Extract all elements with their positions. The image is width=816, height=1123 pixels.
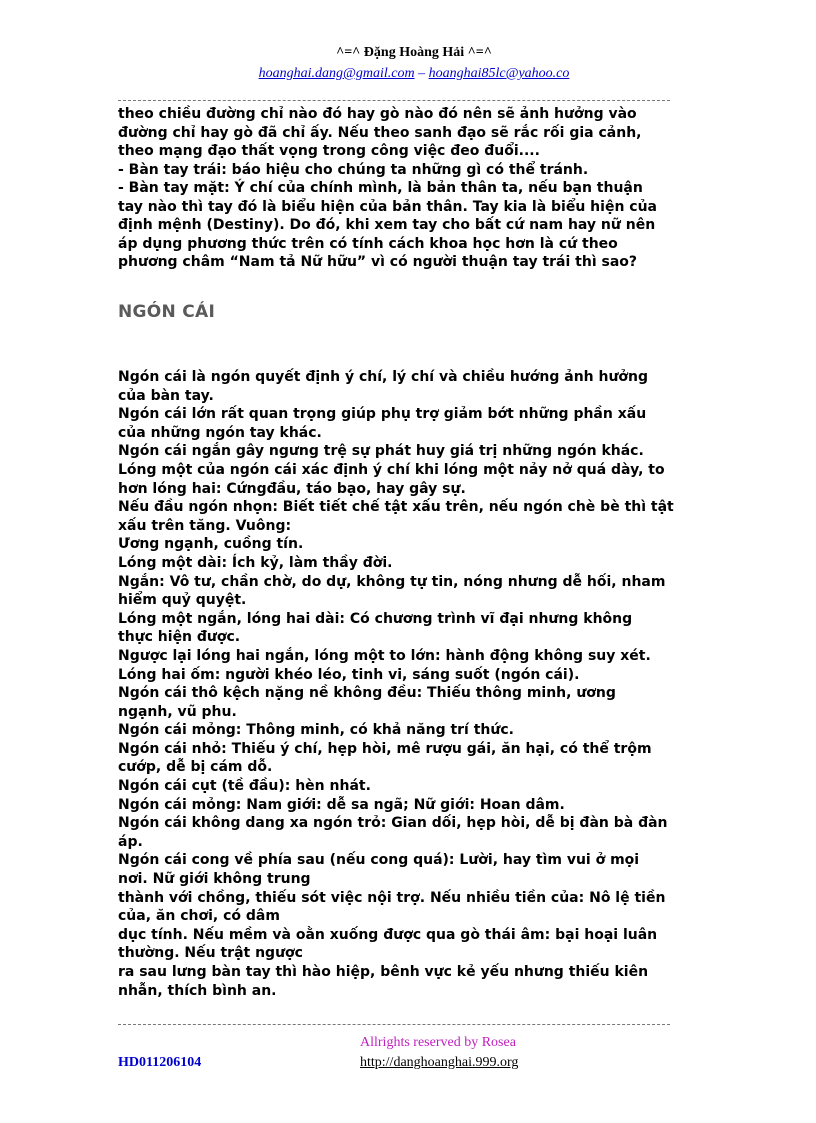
body-line: Ngón cái mỏng: Thông minh, có khả năng trí thức. (118, 722, 514, 739)
intro-line: theo chiều đường chỉ nào đó hay gò nào đó nên sẽ ảnh hưởng vào (118, 106, 637, 122)
body-line: Ngón cái nhỏ: Thiếu ý chí, hẹp hòi, mê rượu gái, ăn hại, có thể trộm (118, 740, 652, 757)
intro-line: định mệnh (Destiny). Do đó, khi xem tay cho bất cứ nam hay nữ nên (118, 217, 656, 233)
body-line: Ương ngạnh, cuồng tín. (118, 536, 304, 553)
section-heading: NGÓN CÁI (118, 302, 216, 322)
intro-text (118, 105, 698, 272)
body-line: áp. (118, 833, 143, 850)
header-divider (118, 100, 670, 101)
intro-line: - Bàn tay mặt: Ý chí của chính mình, là bản thân ta, nếu bạn thuận (118, 180, 643, 196)
body-line: Ngược lại lóng hai ngắn, lóng một to lớn: hành động không suy xét. (118, 647, 651, 664)
body-line: xấu trên tăng. Vuông: (118, 517, 292, 534)
body-line: thường. Nếu trật ngược (118, 945, 303, 962)
email-link-gmail[interactable]: hoanghai.dang@gmail.com (258, 66, 415, 81)
document-code: HD011206104 (118, 1055, 202, 1070)
body-line: thực hiện được. (118, 629, 241, 646)
body-line: Ngón cái là ngón quyết định ý chí, lý chí và chiều hướng ảnh hưởng (118, 369, 649, 385)
body-line: Ngón cái lớn rất quan trọng giúp phụ trợ giảm bớt những phần xấu (118, 406, 647, 423)
intro-line: phương châm “Nam tả Nữ hữu” vì có người thuận tay trái thì sao? (118, 254, 638, 270)
body-line: Ngón cái ngắn gây ngưng trệ sự phát huy giá trị những ngón khác. (118, 443, 644, 460)
page-header (0, 44, 816, 84)
body-line: của bàn tay. (118, 387, 214, 404)
body-line: hiểm quỷ quyệt. (118, 592, 247, 609)
body-line: Ngón cái cong về phía sau (nếu cong quá): Lười, hay tìm vui ở mọi (118, 852, 640, 869)
body-line: Lóng một ngắn, lóng hai dài: Có chương trình vĩ đại nhưng không (118, 610, 633, 627)
body-line: nhẫn, thích bình an. (118, 982, 277, 999)
body-line: Lóng một dài: Ích kỷ, làm thầy đời. (118, 554, 393, 571)
body-line: ngạnh, vũ phu. (118, 703, 237, 720)
body-line: thành với chồng, thiếu sót việc nội trợ. Nếu nhiều tiền của: Nô lệ tiền (118, 889, 666, 906)
intro-line: theo mạng đạo thất vọng trong công việc đeo đuổi.... (118, 143, 540, 159)
intro-line: đường chỉ hay gò đã chỉ ấy. Nếu theo sanh đạo sẽ rắc rối gia cảnh, (118, 124, 642, 141)
body-line: Ngắn: Vô tư, chần chờ, do dự, không tự tin, nóng nhưng dễ hối, nham (118, 573, 666, 590)
body-line: Nếu đầu ngón nhọn: Biết tiết chế tật xấu trên, nếu ngón chè bè thì tật (118, 499, 674, 516)
body-line: của, ăn chơi, có dâm (118, 908, 280, 925)
footer-divider (118, 1024, 670, 1025)
author-emails (12, 64, 816, 84)
body-line: Ngón cái cụt (tề đầu): hèn nhát. (118, 778, 371, 795)
section-body (118, 368, 703, 1000)
author-title: ^=^ Đặng Hoàng Hải ^=^ (336, 45, 492, 60)
body-line: Ngón cái mỏng: Nam giới: dễ sa ngã; Nữ giới: Hoan dâm. (118, 796, 565, 813)
body-line: cướp, dễ bị cám dỗ. (118, 759, 273, 776)
body-line: nơi. Nữ giới không trung (118, 871, 311, 888)
email-link-yahoo[interactable]: hoanghai85lc@yahoo.co (428, 66, 570, 81)
body-line: Ngón cái không dang xa ngón trỏ: Gian dối, hẹp hòi, dễ bị đàn bà đàn (118, 815, 668, 832)
intro-line: tay nào thì tay đó là biểu hiện của bản thân. Tay kia là biểu hiện của (118, 198, 657, 215)
body-line: ra sau lưng bàn tay thì hào hiệp, bênh vực kẻ yếu nhưng thiếu kiên (118, 964, 649, 980)
intro-line: - Bàn tay trái: báo hiệu cho chúng ta những gì có thể tránh. (118, 161, 589, 178)
intro-line: áp dụng phương thức trên có tính cách khoa học hơn là cứ theo (118, 235, 618, 252)
body-line: Lóng một của ngón cái xác định ý chí khi lóng một nảy nở quá dày, to (118, 461, 665, 478)
website-link[interactable]: http://danghoanghai.999.org (360, 1055, 519, 1070)
email-separator: – (414, 66, 429, 81)
footer-credits (360, 1033, 518, 1073)
rights-notice: Allrights reserved by Rosea (360, 1035, 516, 1050)
body-line: của những ngón tay khác. (118, 424, 322, 441)
body-line: Ngón cái thô kệch nặng nề không đều: Thiếu thông minh, ương (118, 685, 616, 702)
body-line: Lóng hai ốm: người khéo léo, tinh vi, sáng suốt (ngón cái). (118, 666, 580, 683)
body-line: hơn lóng hai: Cứngđầu, táo bạo, hay gây sự. (118, 480, 466, 497)
body-line: dục tính. Nếu mềm và oằn xuống được qua gò thái âm: bại hoại luân (118, 926, 658, 943)
